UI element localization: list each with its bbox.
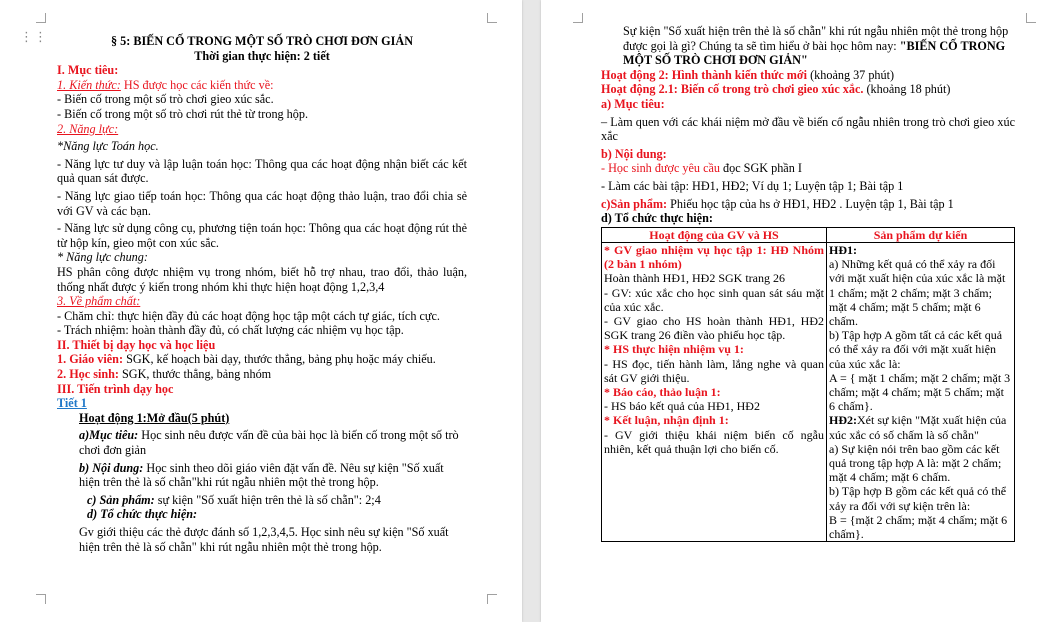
report-heading: * Báo cáo, thảo luận 1:: [604, 384, 721, 399]
hd2-line: b) Tập hợp B gồm các kết quả có thể xảy ra đối với sự kiện trên là:: [829, 484, 1007, 513]
content-heading: b) Nội dung:: [601, 146, 667, 161]
activities-cell: [602, 242, 827, 541]
task1-line: Hoàn thành HĐ1, HĐ2 SGK trang 26: [604, 271, 785, 286]
activity-table: [601, 227, 1015, 542]
margin-corner-mark: [36, 13, 46, 23]
table-header-products: Sản phẩm dự kiến: [827, 227, 1015, 242]
competence-item: - Năng lực sử dụng công cụ, phương tiện toán học: Thông qua các hoạt động rút thẻ từ hộp kín, gieo một con xúc sắc.: [57, 221, 467, 250]
table-header-activities: Hoạt động của GV và HS: [602, 227, 827, 242]
general-competence-text: HS phân công được nhiệm vụ trong nhóm, biết hỗ trợ nhau, trao đổi, thảo luận, thống nhất được ý kiến trong nhóm khi thực hiện hoạt động 1,2,3,4: [57, 264, 467, 294]
content-line-2: - Làm các bài tập: HĐ1, HĐ2; Ví dụ 1; Luyện tập 1; Bài tập 1: [601, 178, 904, 193]
activity2-heading: Hoạt động 2: Hình thành kiến thức mới (khoảng 37 phút): [601, 67, 895, 82]
products-cell: [827, 242, 1015, 541]
knowledge-line: [57, 78, 467, 93]
knowledge-item: - Biến cố trong một số trò chơi rút thẻ từ trong hộp.: [57, 106, 309, 121]
margin-corner-mark: [487, 13, 497, 23]
hd2-line: a) Sự kiện nói trên bao gồm các kết quả trong tập hợp A là: mặt 2 chấm; mặt 4 chấm; mặt 6 chấm.: [829, 441, 1002, 485]
product-line: c)Sản phẩm: Phiếu học tập của hs ở HĐ1, HĐ2 . Luyện tập 1, Bài tập 1: [601, 196, 954, 211]
page-right: [541, 0, 1058, 622]
left-page-body: [57, 34, 467, 554]
knowledge-item: - Biến cố trong một số trò chơi gieo xúc sắc.: [57, 92, 274, 107]
drag-handle-icon[interactable]: ⋮⋮: [20, 30, 48, 45]
hd1-line: b) Tập hợp A gồm tất cả các kết quả có thể xảy ra đối với mặt xuất hiện của xúc xắc là:: [829, 328, 1003, 371]
math-competence-heading: *Năng lực Toán học.: [57, 139, 159, 154]
objective-heading: a) Mục tiêu:: [601, 96, 665, 111]
table-row: [602, 242, 1015, 541]
quality-item: - Trách nhiệm: hoàn thành đầy đủ, có chất lượng các nhiệm vụ học tập.: [57, 323, 404, 338]
knowledge-intro: HS được học các kiến thức về:: [120, 77, 274, 92]
quality-item: - Chăm chỉ: thực hiện đầy đủ các hoạt động học tập một cách tự giác, tích cực.: [57, 308, 440, 323]
activity1-organization-text: Gv giới thiệu các thẻ được đánh số 1,2,3,4,5. Học sinh nêu sự kiện "Số xuất hiện trên thẻ là số chẵn" khi rút ngẫu nhiên một thẻ trong hộp.: [79, 525, 449, 554]
general-competence-heading: * Năng lực chung:: [57, 250, 148, 265]
lesson-period-label: Tiết 1: [57, 396, 87, 411]
margin-corner-mark: [36, 594, 46, 604]
report-line: - HS báo kết quả của HĐ1, HĐ2: [604, 399, 760, 414]
intro-paragraph: Sự kiện "Số xuất hiện trên thẻ là số chẵn" khi rút ngẫu nhiên một thẻ trong hộp được gọi là gì? Chúng ta sẽ tìm hiểu ở bài học hôm nay: "BIẾN CỐ TRONG MỘT SỐ TRÒ CHƠI ĐƠN GIẢN": [623, 24, 1009, 68]
hd1-line: a) Những kết quả có thể xảy ra đối với mặt xuất hiện của xúc xắc là mặt 1 chấm; mặt 2 chấm; mặt 3 chấm; mặt 4 chấm; mặt 5 chấm; mặt 6 chấm.: [829, 257, 1006, 328]
hd2-line: B = {mặt 2 chấm; mặt 4 chấm; mặt 6 chấm}.: [829, 512, 1008, 541]
hd2-line: HĐ2:Xét sự kiện "Mặt xuất hiện của xúc xắc có số chấm là số chẵn": [829, 413, 1007, 442]
qualities-heading: 3. Về phẩm chất:: [57, 294, 141, 309]
activity1-content: b) Nội dung: Học sinh theo dõi giáo viên đặt vấn đề. Nêu sự kiện "Số xuất hiện trên thẻ là số chẵn"khi rút ngẫu nhiên một thẻ trong hộp.: [79, 460, 444, 490]
perform-line: - HS đọc, tiến hành làm, lắng nghe và quan sát GV giới thiệu.: [604, 356, 824, 385]
section-equipment: II. Thiết bị dạy học và học liệu: [57, 337, 216, 352]
lesson-title: § 5: BIẾN CỐ TRONG MỘT SỐ TRÒ CHƠI ĐƠN GIẢN: [110, 34, 414, 48]
section-procedure: III. Tiến trình dạy học: [57, 381, 174, 396]
activity1-heading: Hoạt động 1:Mở đầu(5 phút): [79, 410, 230, 425]
knowledge-heading: 1. Kiến thức:: [57, 77, 121, 92]
activity1-objective: a)Mục tiêu: Học sinh nêu được vấn đề của bài học là biến cố trong một số trò chơi đơn giản: [79, 428, 459, 458]
activity1-product: c) Sản phẩm: sự kiện "Số xuất hiện trên thẻ là số chẵn": 2;4: [87, 492, 381, 507]
activity21-heading: Hoạt động 2.1: Biến cố trong trò chơi gieo xúc xắc. (khoảng 18 phút): [601, 82, 951, 97]
page-left: [0, 0, 522, 622]
hd1-line: A = { mặt 1 chấm; mặt 2 chấm; mặt 3 chấm; mặt 4 chấm; mặt 5 chấm; mặt 6 chấm}.: [829, 370, 1011, 414]
task1-line: - GV: xúc xắc cho học sinh quan sát sáu mặt của xúc xắc.: [604, 285, 824, 314]
right-page-body: [601, 24, 1015, 542]
margin-corner-mark: [1026, 13, 1036, 23]
task1-heading: * GV giao nhiệm vụ học tập 1: HĐ Nhóm (2 bàn 1 nhóm): [604, 242, 824, 272]
lesson-duration: Thời gian thực hiện: 2 tiết: [194, 48, 330, 63]
table-header-row: [602, 227, 1015, 242]
organization-heading: d) Tổ chức thực hiện:: [601, 211, 713, 226]
student-equipment: 2. Học sinh: SGK, thước thẳng, bảng nhóm: [57, 367, 272, 382]
perform-heading: * HS thực hiện nhiệm vụ 1:: [604, 342, 744, 357]
competence-item: - Năng lực tư duy và lập luận toán học: Thông qua các hoạt động nhận biết các kết quả quan sát được.: [57, 156, 467, 186]
margin-corner-mark: [487, 594, 497, 604]
hd1-label: HĐ1:: [829, 242, 857, 257]
task1-line: - GV giao cho HS hoàn thành HĐ1, HĐ2 SGK trang 26 điền vào phiếu học tập.: [604, 313, 824, 343]
content-line-1: - Học sinh được yêu cầu đọc SGK phần I: [601, 161, 802, 176]
competence-item: - Năng lực giao tiếp toán học: Thông qua các hoạt động thảo luận, trao đổi chia sẻ với GV và các bạn.: [57, 188, 467, 218]
teacher-equipment: 1. Giáo viên: SGK, kế hoạch bài dạy, thước thẳng, bảng phụ hoặc máy chiếu.: [57, 352, 436, 367]
activity1-organization-heading: d) Tổ chức thực hiện:: [87, 507, 198, 522]
conclusion-heading: * Kết luận, nhận định 1:: [604, 413, 729, 428]
conclusion-line: - GV giới thiệu khái niệm biến cố ngẫu nhiên, kết quả thuận lợi cho biến cố.: [604, 427, 824, 456]
margin-corner-mark: [573, 13, 583, 23]
objective-text: – Làm quen với các khái niệm mở đầu về biến cố ngẫu nhiên trong trò chơi gieo xúc xắc: [601, 114, 1015, 144]
section-objectives: I. Mục tiêu:: [57, 63, 119, 78]
competence-heading: 2. Năng lực:: [57, 121, 119, 136]
